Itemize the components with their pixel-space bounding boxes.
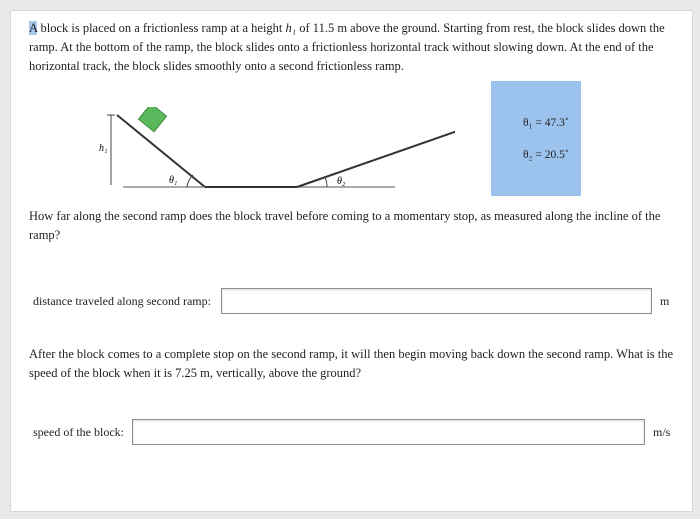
theta2-arc <box>325 177 327 187</box>
label-theta1: θ₁ <box>169 175 178 186</box>
problem-panel <box>10 10 693 512</box>
ramp-diagram <box>95 107 455 197</box>
question1-text: How far along the second ramp does the block travel before coming to a momentary stop, as measured along the incline of the ramp? <box>29 209 661 242</box>
highlight-start: A <box>29 21 38 35</box>
angle-info-box <box>491 81 581 196</box>
distance-input[interactable] <box>221 288 652 314</box>
label-theta2: θ₂ <box>337 176 346 187</box>
speed-input[interactable] <box>132 419 645 445</box>
theta1-value: θ₁ = 47.3˚ <box>523 117 569 129</box>
speed-label: speed of the block: <box>33 424 124 439</box>
h1-symbol: h₁ <box>285 21 297 35</box>
problem-statement <box>29 19 679 76</box>
label-h1: h₁ <box>99 143 108 154</box>
speed-answer-row <box>33 419 670 445</box>
distance-unit: m <box>659 293 670 308</box>
block-square <box>138 107 166 132</box>
block <box>138 107 166 132</box>
question2-text: After the block comes to a complete stop on the second ramp, it will then begin moving back down the second ramp. What is the speed of the block when it is 7.25 m, vertically, above the ground? <box>29 347 674 380</box>
theta2-value: θ₂ = 20.5˚ <box>523 149 569 161</box>
speed-unit: m/s <box>652 424 671 439</box>
distance-label: distance traveled along second ramp: <box>33 293 211 308</box>
problem-text-part1: block is placed on a frictionless ramp at a height <box>37 21 286 35</box>
problem-text-part2: of 11.5 m above the ground. Starting from rest, the block slides down the ramp. At the bottom of the ramp, the block slides onto a frictionless horizontal track without slowing down. At the end of the horizontal track, the block slides smoothly onto a second frictionless ramp. <box>29 21 665 73</box>
second-ramp <box>297 129 455 187</box>
distance-answer-row <box>33 288 669 314</box>
